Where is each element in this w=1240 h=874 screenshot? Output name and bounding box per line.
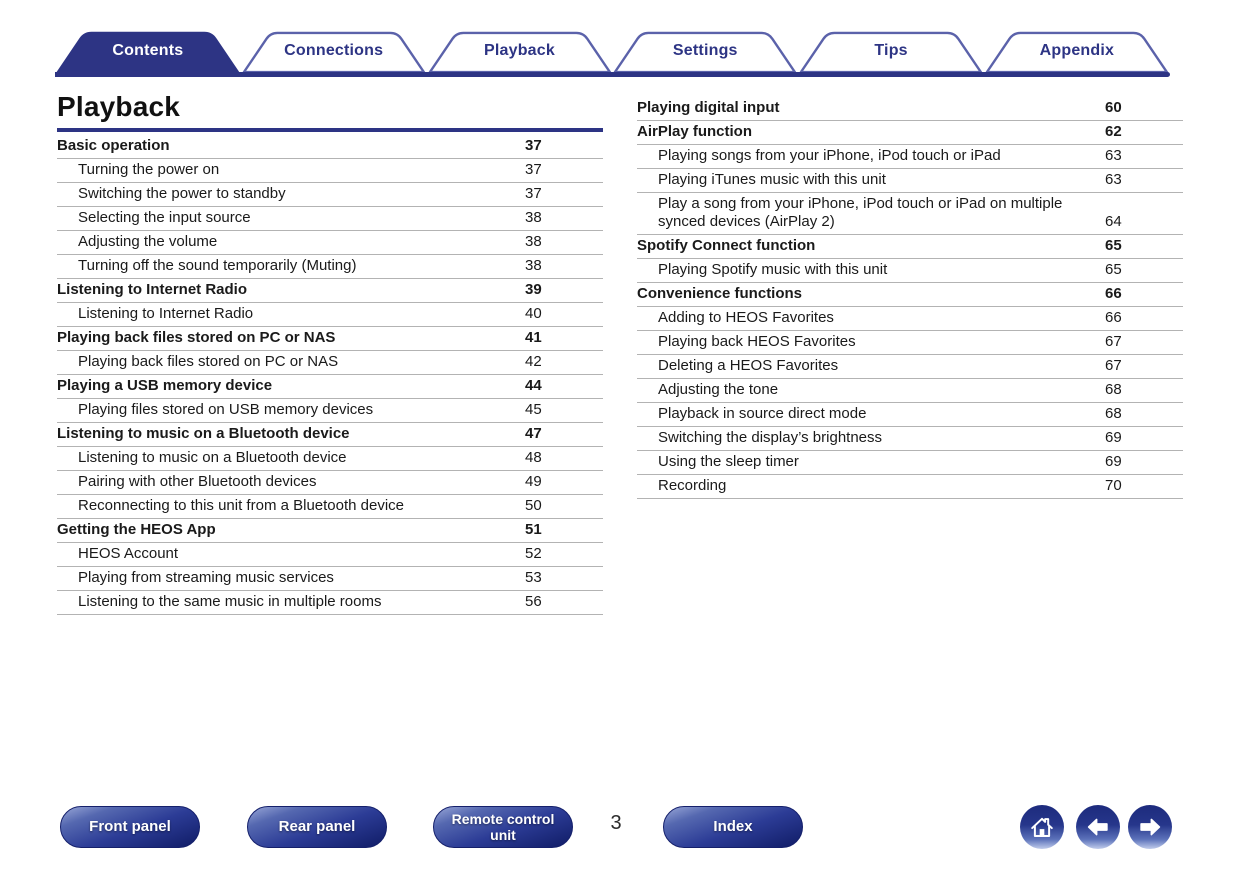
toc-entry-label: Turning off the sound temporarily (Muting) [78, 257, 357, 275]
tab-label: Contents [112, 42, 184, 59]
toc-entry[interactable] [637, 451, 1183, 475]
toc-entry-label: Adjusting the volume [78, 233, 218, 251]
toc-entry[interactable] [57, 351, 603, 375]
page-title: Playback [57, 91, 181, 122]
index-label: Index [713, 818, 753, 835]
toc-entry[interactable] [57, 375, 603, 399]
front-panel-label: Front panel [89, 818, 171, 835]
toc-entry[interactable] [57, 519, 603, 543]
toc-entry-label: Switching the display’s brightness [658, 429, 883, 446]
toc-entry[interactable] [637, 145, 1183, 169]
home-icon [1028, 813, 1056, 841]
toc-entry[interactable] [57, 255, 603, 279]
toc-entry[interactable] [637, 169, 1183, 193]
toc-entry-label: AirPlay function [637, 123, 753, 140]
tab-settings[interactable] [612, 31, 798, 72]
toc-entry-label: Getting the HEOS App [57, 521, 216, 539]
page-number: 3 [610, 812, 622, 834]
toc-entry-label: Listening to music on a Bluetooth device [78, 449, 347, 467]
toc-entry-page: 69 [1105, 429, 1122, 446]
tab-playback[interactable] [427, 31, 613, 72]
toc-entry[interactable] [637, 355, 1183, 379]
toc-entry[interactable] [57, 183, 603, 207]
rear-panel-label: Rear panel [278, 818, 356, 835]
toc-entry-page: 56 [525, 593, 542, 611]
toc-entry-page: 39 [525, 281, 542, 299]
toc-entry-label: Using the sleep timer [658, 453, 799, 470]
tab-label: Appendix [1039, 42, 1115, 59]
tab-baseline-rule [55, 72, 1170, 77]
tab-appendix[interactable] [984, 31, 1170, 72]
toc-entry-label: Turning the power on [78, 161, 220, 179]
toc-entry[interactable] [57, 159, 603, 183]
toc-entry[interactable] [637, 307, 1183, 331]
toc-entry-label: Convenience functions [637, 285, 803, 302]
toc-entry-page: 67 [1105, 357, 1122, 374]
toc-entry[interactable] [57, 279, 603, 303]
toc-entry-page: 53 [525, 569, 542, 587]
tab-label: Connections [284, 42, 384, 59]
tab-contents[interactable] [55, 31, 241, 72]
toc-entry[interactable] [57, 495, 603, 519]
front-panel-button[interactable] [60, 806, 200, 848]
toc-entry-label: Adding to HEOS Favorites [658, 309, 834, 326]
toc-entry[interactable] [637, 235, 1183, 259]
tab-tips[interactable] [798, 31, 984, 72]
toc-entry[interactable] [57, 543, 603, 567]
remote-control-unit-button[interactable] [433, 806, 573, 848]
toc-entry[interactable] [637, 121, 1183, 145]
toc-entry[interactable] [637, 259, 1183, 283]
toc-entry[interactable] [637, 193, 1183, 235]
toc-entry[interactable] [57, 207, 603, 231]
toc-entry-page: 65 [1105, 261, 1122, 278]
toc-entry-page: 44 [525, 377, 542, 395]
toc-entry-page: 66 [1105, 285, 1122, 302]
toc-entry-label: Listening to the same music in multiple rooms [78, 593, 382, 611]
toc-entry[interactable] [57, 591, 603, 615]
toc-entry-page: 63 [1105, 171, 1122, 188]
arrow-right-icon [1136, 813, 1164, 841]
toc-right-column [637, 97, 1183, 499]
toc-entry-page: 69 [1105, 453, 1122, 470]
toc-entry-label: Basic operation [57, 137, 170, 155]
toc-entry-page: 52 [525, 545, 542, 563]
toc-entry-page: 63 [1105, 147, 1122, 164]
title-rule [57, 128, 603, 132]
toc-entry-page: 40 [525, 305, 542, 323]
toc-entry-page: 62 [1105, 123, 1122, 140]
home-button[interactable] [1020, 805, 1064, 849]
toc-list-right [637, 97, 1183, 499]
toc-entry-page: 49 [525, 473, 542, 491]
toc-entry-page: 60 [1105, 99, 1122, 116]
toc-entry-page: 37 [525, 185, 542, 203]
toc-entry-label: Playing back files stored on PC or NAS [57, 329, 336, 347]
toc-entry-page: 50 [525, 497, 542, 515]
toc-entry-label: Switching the power to standby [78, 185, 286, 203]
toc-list-left [57, 135, 603, 615]
toc-entry-page: 68 [1105, 405, 1122, 422]
toc-entry[interactable] [57, 303, 603, 327]
toc-entry-label: Spotify Connect function [637, 237, 816, 254]
toc-entry-label: Playing Spotify music with this unit [658, 261, 888, 278]
toc-entry[interactable] [637, 97, 1183, 121]
toc-entry-page: 38 [525, 233, 542, 251]
toc-entry[interactable] [637, 403, 1183, 427]
toc-entry-label: HEOS Account [78, 545, 179, 563]
toc-entry[interactable] [57, 567, 603, 591]
toc-entry-label: Playing back files stored on PC or NAS [78, 353, 339, 371]
toc-entry[interactable] [57, 423, 603, 447]
tab-label: Tips [874, 42, 908, 59]
arrow-left-icon [1084, 813, 1112, 841]
top-tab-bar [55, 31, 1170, 72]
toc-entry-page: 41 [525, 329, 542, 347]
toc-entry[interactable] [637, 379, 1183, 403]
toc-entry-label: Pairing with other Bluetooth devices [78, 473, 317, 491]
toc-entry-page: 64 [1105, 213, 1122, 230]
toc-entry[interactable] [637, 475, 1183, 499]
toc-entry-label: Reconnecting to this unit from a Bluetooth device [78, 497, 405, 515]
toc-entry[interactable] [637, 283, 1183, 307]
toc-entry-page: 42 [525, 353, 542, 371]
toc-entry-label: Deleting a HEOS Favorites [658, 357, 839, 374]
toc-entry-label: Playing songs from your iPhone, iPod touch or iPad [658, 147, 1001, 164]
toc-entry-label: Playing digital input [637, 99, 780, 116]
toc-entry-page: 68 [1105, 381, 1122, 398]
toc-entry[interactable] [57, 135, 603, 159]
toc-entry[interactable] [637, 331, 1183, 355]
remote-control-unit-label: Remote control unit [451, 811, 555, 843]
toc-entry-label: Selecting the input source [78, 209, 251, 227]
toc-entry[interactable] [57, 471, 603, 495]
toc-entry-page: 45 [525, 401, 542, 419]
toc-entry-label: Recording [658, 477, 727, 494]
forward-button[interactable] [1128, 805, 1172, 849]
toc-entry-label: Playing files stored on USB memory devices [78, 401, 374, 419]
toc-entry-label: Adjusting the tone [658, 381, 779, 398]
back-button[interactable] [1076, 805, 1120, 849]
toc-entry-label: Playing a USB memory device [57, 377, 273, 395]
toc-entry-label: Playing back HEOS Favorites [658, 333, 856, 350]
toc-entry-page: 38 [525, 209, 542, 227]
toc-entry-label: Play a song from your iPhone, iPod touch or iPad on multiple synced devices (AirPlay 2) [658, 195, 1063, 230]
tab-label: Settings [672, 42, 738, 59]
toc-entry-page: 70 [1105, 477, 1122, 494]
toc-entry-page: 66 [1105, 309, 1122, 326]
index-button[interactable] [663, 806, 803, 848]
toc-entry-label: Listening to Internet Radio [78, 305, 254, 323]
tab-label: Playback [484, 42, 555, 59]
toc-entry-label: Listening to Internet Radio [57, 281, 247, 299]
rear-panel-button[interactable] [247, 806, 387, 848]
toc-entry-label: Playback in source direct mode [658, 405, 867, 422]
toc-entry-page: 48 [525, 449, 542, 467]
toc-entry-page: 51 [525, 521, 542, 539]
toc-entry-page: 67 [1105, 333, 1122, 350]
toc-entry-page: 47 [525, 425, 542, 443]
tab-connections[interactable] [241, 31, 427, 72]
toc-entry-page: 37 [525, 161, 542, 179]
toc-entry[interactable] [637, 427, 1183, 451]
toc-entry-page: 37 [525, 137, 542, 155]
toc-entry-label: Playing from streaming music services [78, 569, 334, 587]
toc-entry-label: Listening to music on a Bluetooth device [57, 425, 350, 443]
toc-entry[interactable] [57, 231, 603, 255]
toc-entry[interactable] [57, 327, 603, 351]
toc-entry[interactable] [57, 447, 603, 471]
toc-entry-page: 38 [525, 257, 542, 275]
toc-entry[interactable] [57, 399, 603, 423]
toc-entry-label: Playing iTunes music with this unit [658, 171, 886, 188]
toc-left-column [57, 92, 603, 615]
toc-entry-page: 65 [1105, 237, 1122, 254]
